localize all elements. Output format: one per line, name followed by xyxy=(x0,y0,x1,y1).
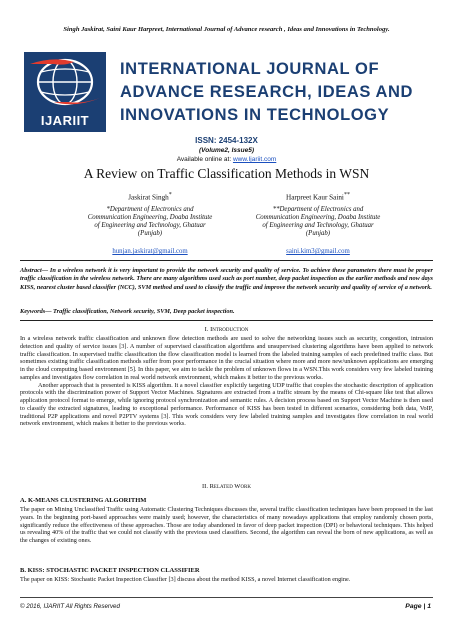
divider xyxy=(20,320,433,321)
divider xyxy=(20,260,433,261)
author-affiliation-line: (Punjab) xyxy=(137,230,163,238)
author-mark: * xyxy=(168,192,172,198)
journal-logo xyxy=(24,52,106,132)
author-affiliation-line: of Engineering and Technology, Ghatuar xyxy=(94,222,206,229)
journal-website-link[interactable]: www.Ijariit.com xyxy=(232,156,277,163)
journal-name xyxy=(120,58,432,127)
running-head: Singh Jaskirat, Saini Kaur Harpreet, International Journal of Advance research , Ideas and Innovations in Technology. xyxy=(63,26,390,33)
paragraph: The paper on Mining Unclassified Traffic using Automatic Clustering Techniques discusses the, several traffic classification techniques have been proposed in the last years. In the beginning port-based approaches were mainly used; however, the characteristics of many nowadays applications that employ randomly chosen ports, significantly reduce the effectiveness of these approaches. Those are today abandoned in favor of deep packet inspection (DPI) or behavioral techniques. This helped us revealing 40% of the traffic that we could not classify with the previous used classifiers. Second, the algorithm can reveal the born of new applications, as well as the changes of existing ones. xyxy=(20,506,433,544)
logo-wordmark: IJARIIT xyxy=(40,113,90,128)
globe-icon xyxy=(24,52,106,114)
section-heading-introduction: I. Introduction xyxy=(204,326,249,333)
author-block-2 xyxy=(228,191,408,257)
journal-name-line-1: INTERNATIONAL JOURNAL OF xyxy=(120,60,380,78)
author-affiliation-line: Communication Engineering, Doaba Institute xyxy=(87,213,213,221)
author-affiliation-line: Communication Engineering, Doaba Institute xyxy=(255,213,381,221)
paragraph: In a wireless network traffic classification and unknown flow detection methods are used to solve the networking issues such as security, congestion, intrusion detection and quality of service issues [3]. A number of supervised classification algorithms and unsupervised clustering algorithms have been applied to network traffic classification. In supervised traffic classification the flow classification model is learned from the labeled training samples of each predefined traffic class. But sometimes existing traffic classification methods suffer from poor performance in the crucial situation where more and more new/unknown applications are emerging in the cloud computing based environment [5]. In this paper, we aim to tackle the problem of unknown flows in a WSN.This work considers very few labeled training samples and investigates flow correlation in real world network environment, which makes it better to the previous works. xyxy=(20,335,433,381)
journal-name-line-2: ADVANCE RESEARCH, IDEAS AND xyxy=(120,83,414,101)
subsection-heading-kmeans: A. K-MEANS CLUSTERING ALGORITHM xyxy=(20,497,147,504)
author-email-link[interactable]: hunjan.jaskirat@gmail.com xyxy=(112,248,188,256)
paragraph: Another approach that is presented is KISS algorithm. It a novel classifier explicitly targeting UDP traffic that couples the stochastic description of application protocols with the discrimination power of Support Vector Machines. Signatures are extracted from a traffic stream by the means of Chi-square like test that allows application protocol format to emerge, while ignoring protocol synchronization and semantic rules. A decision process based on Support Vector Machine is then used to classify the extracted signatures, leading to exceptional performance. Performance of KISS has been tested in different scenarios, considering both data, VoIP, traditional P2P applications and novel P2PTV systems [3]. This work considers very few labeled training samples and investigates flow correlation in real world network environment, which makes it better to the previous works. xyxy=(20,381,433,428)
availability-line xyxy=(0,156,453,163)
author-affiliation-line: (Punjab) xyxy=(305,230,331,238)
subsection-heading-kiss: B. KISS: STOCHASTIC PACKET INSPECTION CLASSIFIER xyxy=(20,567,200,574)
introduction-body xyxy=(20,335,433,428)
author-affiliation-line: **Department of Electronics and xyxy=(272,205,364,213)
footer-divider xyxy=(20,597,433,598)
author-affiliation-line: *Department of Electronics and xyxy=(106,205,194,213)
footer-page-number: Page | 1 xyxy=(405,603,431,610)
author-block-1 xyxy=(60,191,240,257)
volume-issue: (Volume2, Issue5) xyxy=(198,147,255,154)
issn: ISSN: 2454-132X xyxy=(195,136,258,145)
section-heading-related-work: II. Related Work xyxy=(202,483,251,490)
author-mark: ** xyxy=(343,192,350,198)
footer-copyright: © 2016, IJARIIT All Rights Reserved xyxy=(20,603,120,610)
author-affiliation-line: of Engineering and Technology, Ghatuar xyxy=(262,222,374,229)
journal-masthead xyxy=(24,52,429,132)
kiss-body xyxy=(20,576,433,584)
abstract: Abstract— In a wireless network it is very important to provide the network security and quality of service. To achieve these parameters there must be proper traffic classification in the wireless network. There are many algorithms used such as port number, deep packet inspection as the earlier methods and now days KISS, nearest cluster based classifier (NCC), SVM method and used to classify the traffic and improve the network security and quality of service of a network. xyxy=(20,267,433,291)
keywords: Keywords— Traffic classification, Network security, SVM, Deep packet inspection. xyxy=(20,308,235,315)
availability-label: Available online at: xyxy=(176,156,233,163)
author-name: Jaskirat Singh* xyxy=(128,192,172,202)
kmeans-body xyxy=(20,506,433,545)
paragraph: The paper on KISS: Stochastic Packet Inspection Classifier [3] discuss about the method KISS, a novel Internet classification engine. xyxy=(20,576,351,583)
paper-title: A Review on Traffic Classification Methods in WSN xyxy=(83,166,370,181)
author-email-link[interactable]: saini.kim3@gmail.com xyxy=(286,248,350,256)
author-name: Harpreet Kaur Saini** xyxy=(286,192,350,202)
journal-name-line-3: INNOVATIONS IN TECHNOLOGY xyxy=(120,106,390,124)
